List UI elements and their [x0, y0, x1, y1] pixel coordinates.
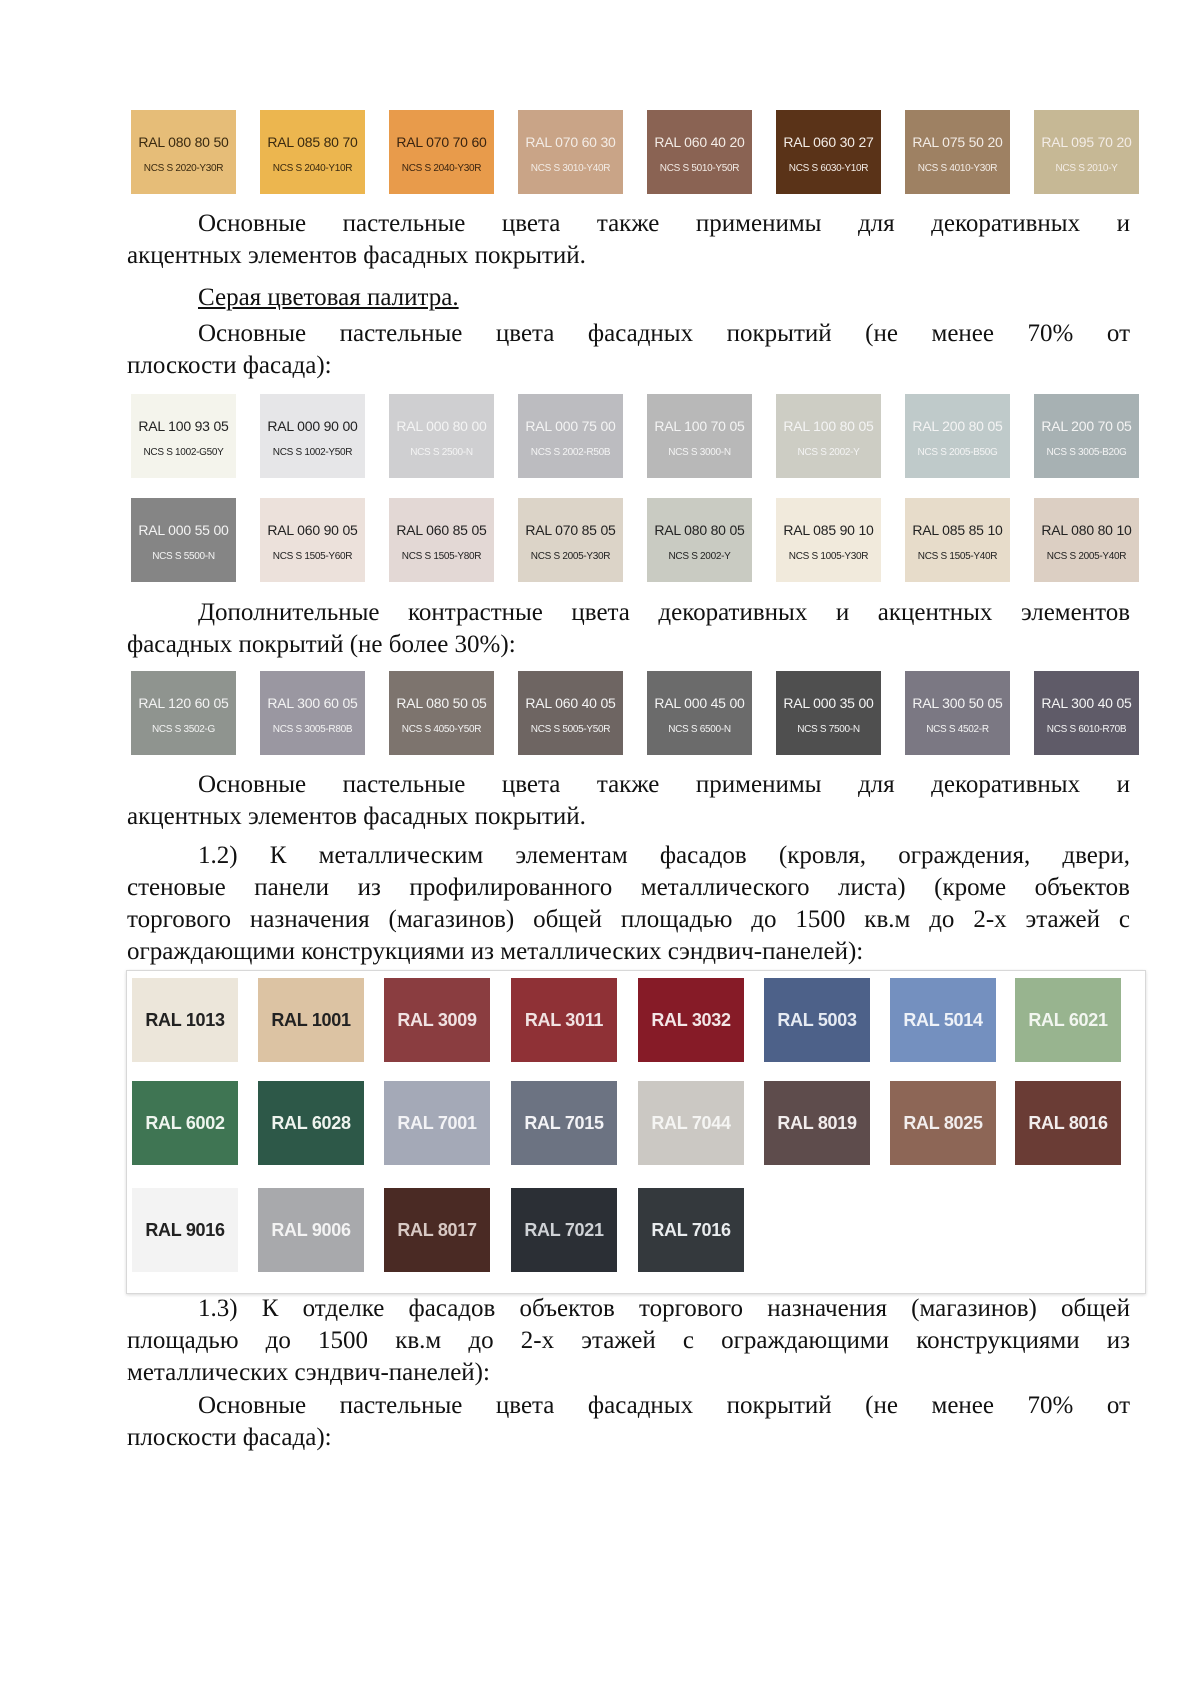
- color-swatch: [389, 671, 494, 755]
- paragraph-pastel-main: [127, 318, 1130, 382]
- text-line: Основные пастельные цвета также применимы для декоративных и: [198, 771, 1130, 798]
- swatch-ral-code: RAL 060 85 05: [396, 522, 487, 538]
- swatch-ral-code: RAL 085 80 70: [267, 134, 358, 150]
- swatch-ncs-code: NCS S 2005-B50G: [917, 447, 998, 458]
- color-swatch: [260, 394, 365, 478]
- swatch-ral-code: RAL 300 50 05: [912, 695, 1003, 711]
- color-swatch: [1034, 394, 1139, 478]
- color-swatch: [389, 394, 494, 478]
- text-line: 1.3) К отделке фасадов объектов торгового назначения (магазинов) общей: [198, 1295, 1130, 1322]
- swatch-ncs-code: NCS S 2002-Y: [668, 551, 731, 562]
- swatch-ral-code: RAL 070 60 30: [525, 134, 616, 150]
- swatch-ncs-code: NCS S 1505-Y80R: [401, 551, 482, 562]
- metal-ral-swatch: RAL 3011: [511, 978, 617, 1062]
- color-swatch: [131, 498, 236, 582]
- swatch-ncs-code: NCS S 2002-Y: [797, 447, 860, 458]
- swatch-ncs-code: NCS S 1505-Y60R: [272, 551, 353, 562]
- swatch-ral-code: RAL 000 55 00: [138, 522, 229, 538]
- text-line: стеновые панели из профилированного металлического листа) (кроме объектов: [127, 874, 1130, 901]
- text-line: Основные пастельные цвета также применимы для декоративных и: [198, 210, 1130, 237]
- color-swatch: [776, 110, 881, 194]
- contrast-palette-row: [131, 671, 1161, 755]
- metal-ral-swatch: RAL 9016: [132, 1188, 238, 1272]
- swatch-ral-code: RAL 080 80 10: [1041, 522, 1132, 538]
- metal-ral-swatch: RAL 1001: [258, 978, 364, 1062]
- color-swatch: [647, 394, 752, 478]
- swatch-ncs-code: NCS S 3005-B20G: [1046, 447, 1127, 458]
- swatch-ral-code: RAL 200 80 05: [912, 418, 1003, 434]
- paragraph-pastel-main-2: [127, 1390, 1130, 1454]
- text-line: 1.2) К металлическим элементам фасадов (кровля, ограждения, двери,: [198, 842, 1130, 869]
- color-swatch: [518, 671, 623, 755]
- metal-ral-swatch: RAL 6002: [132, 1081, 238, 1165]
- swatch-ral-code: RAL 000 45 00: [654, 695, 745, 711]
- text-line: торгового назначения (магазинов) общей площадью до 1500 кв.м до 2-х этажей с: [127, 906, 1130, 933]
- swatch-ncs-code: NCS S 6010-R70B: [1046, 724, 1127, 735]
- color-swatch: [776, 498, 881, 582]
- swatch-ncs-code: NCS S 2005-Y30R: [530, 551, 611, 562]
- text-line: фасадных покрытий (не более 30%):: [127, 631, 516, 658]
- gray-palette-row-2: [131, 498, 1161, 582]
- swatch-ral-code: RAL 060 90 05: [267, 522, 358, 538]
- swatch-ncs-code: NCS S 1005-Y30R: [788, 551, 869, 562]
- swatch-ncs-code: NCS S 2002-R50B: [530, 447, 611, 458]
- color-swatch: [518, 498, 623, 582]
- swatch-ral-code: RAL 060 40 20: [654, 134, 745, 150]
- swatch-ral-code: RAL 000 75 00: [525, 418, 616, 434]
- metal-ral-swatch: RAL 9006: [258, 1188, 364, 1272]
- metal-ral-panel: [126, 970, 1146, 1294]
- swatch-ral-code: RAL 085 90 10: [783, 522, 874, 538]
- color-swatch: [518, 110, 623, 194]
- swatch-ral-code: RAL 060 30 27: [783, 134, 874, 150]
- text-line: Основные пастельные цвета фасадных покрытий (не менее 70% от: [198, 320, 1130, 347]
- color-swatch: [131, 394, 236, 478]
- metal-ral-swatch: RAL 5003: [764, 978, 870, 1062]
- swatch-ral-code: RAL 060 40 05: [525, 695, 616, 711]
- metal-ral-swatch: RAL 7015: [511, 1081, 617, 1165]
- swatch-ncs-code: NCS S 3000-N: [668, 447, 731, 458]
- swatch-ncs-code: NCS S 1505-Y40R: [917, 551, 998, 562]
- swatch-ncs-code: NCS S 2040-Y10R: [272, 163, 353, 174]
- color-swatch: [260, 498, 365, 582]
- metal-ral-swatch: RAL 6028: [258, 1081, 364, 1165]
- text-line: ограждающими конструкциями из металлических сэндвич-панелей):: [127, 938, 864, 965]
- color-swatch: [647, 498, 752, 582]
- swatch-ncs-code: NCS S 2040-Y30R: [401, 163, 482, 174]
- color-swatch: [1034, 498, 1139, 582]
- metal-ral-swatch: RAL 7021: [511, 1188, 617, 1272]
- text-line: акцентных элементов фасадных покрытий.: [127, 803, 586, 830]
- swatch-ncs-code: NCS S 5500-N: [152, 551, 215, 562]
- color-swatch: [1034, 671, 1139, 755]
- metal-ral-swatch: RAL 3032: [638, 978, 744, 1062]
- swatch-ral-code: RAL 200 70 05: [1041, 418, 1132, 434]
- color-swatch: [905, 110, 1010, 194]
- metal-ral-swatch: RAL 5014: [890, 978, 996, 1062]
- swatch-ncs-code: NCS S 3005-R80B: [272, 724, 353, 735]
- swatch-ral-code: RAL 070 70 60: [396, 134, 487, 150]
- swatch-ral-code: RAL 080 50 05: [396, 695, 487, 711]
- swatch-ncs-code: NCS S 5010-Y50R: [659, 163, 740, 174]
- swatch-ral-code: RAL 000 80 00: [396, 418, 487, 434]
- swatch-ncs-code: NCS S 7500-N: [797, 724, 860, 735]
- color-swatch: [647, 110, 752, 194]
- swatch-ral-code: RAL 000 90 00: [267, 418, 358, 434]
- gray-palette-row-1: [131, 394, 1161, 478]
- color-swatch: [389, 498, 494, 582]
- metal-ral-swatch: RAL 6021: [1015, 978, 1121, 1062]
- swatch-ncs-code: NCS S 2005-Y40R: [1046, 551, 1127, 562]
- color-swatch: [905, 671, 1010, 755]
- metal-ral-swatch: RAL 7001: [384, 1081, 490, 1165]
- color-swatch: [518, 394, 623, 478]
- swatch-ncs-code: NCS S 4502-R: [926, 724, 989, 735]
- color-swatch: [389, 110, 494, 194]
- color-swatch: [905, 498, 1010, 582]
- swatch-ral-code: RAL 100 80 05: [783, 418, 874, 434]
- swatch-ncs-code: NCS S 2500-N: [410, 447, 473, 458]
- paragraph-pastel-decorative-2: [127, 769, 1130, 833]
- swatch-ral-code: RAL 000 35 00: [783, 695, 874, 711]
- swatch-ral-code: RAL 300 40 05: [1041, 695, 1132, 711]
- color-swatch: [647, 671, 752, 755]
- text-line: акцентных элементов фасадных покрытий.: [127, 242, 586, 269]
- color-swatch: [260, 671, 365, 755]
- swatch-ral-code: RAL 080 80 50: [138, 134, 229, 150]
- color-swatch: [260, 110, 365, 194]
- swatch-ncs-code: NCS S 3502-G: [151, 724, 216, 735]
- swatch-ncs-code: NCS S 1002-Y50R: [272, 447, 353, 458]
- text-line: площадью до 1500 кв.м до 2-х этажей с ограждающими конструкциями из: [127, 1327, 1130, 1354]
- swatch-ncs-code: NCS S 6500-N: [668, 724, 731, 735]
- metal-ral-swatch: RAL 8019: [764, 1081, 870, 1165]
- color-swatch: [776, 671, 881, 755]
- swatch-ncs-code: NCS S 5005-Y50R: [530, 724, 611, 735]
- text-line: металлических сэндвич-панелей):: [127, 1359, 490, 1386]
- swatch-ncs-code: NCS S 1002-G50Y: [143, 447, 224, 458]
- color-swatch: [776, 394, 881, 478]
- swatch-ral-code: RAL 120 60 05: [138, 695, 229, 711]
- swatch-ral-code: RAL 080 80 05: [654, 522, 745, 538]
- metal-ral-swatch: RAL 3009: [384, 978, 490, 1062]
- color-swatch: [1034, 110, 1139, 194]
- text-line: Дополнительные контрастные цвета декоративных и акцентных элементов: [198, 599, 1130, 626]
- swatch-ncs-code: NCS S 4010-Y30R: [917, 163, 998, 174]
- text-line: плоскости фасада):: [127, 1424, 332, 1451]
- swatch-ral-code: RAL 070 85 05: [525, 522, 616, 538]
- text-line: плоскости фасада):: [127, 352, 332, 379]
- paragraph-pastel-decorative: [127, 208, 1130, 272]
- paragraph-trade-objects: [127, 1293, 1130, 1389]
- color-swatch: [905, 394, 1010, 478]
- gray-palette-heading: Серая цветовая палитра.: [198, 284, 459, 311]
- metal-ral-swatch: RAL 8025: [890, 1081, 996, 1165]
- color-swatch: [131, 671, 236, 755]
- metal-ral-swatch: RAL 7016: [638, 1188, 744, 1272]
- swatch-ncs-code: NCS S 3010-Y40R: [530, 163, 611, 174]
- swatch-ral-code: RAL 300 60 05: [267, 695, 358, 711]
- swatch-ral-code: RAL 100 70 05: [654, 418, 745, 434]
- swatch-ral-code: RAL 085 85 10: [912, 522, 1003, 538]
- swatch-ncs-code: NCS S 4050-Y50R: [401, 724, 482, 735]
- color-swatch: [131, 110, 236, 194]
- metal-ral-swatch: RAL 1013: [132, 978, 238, 1062]
- text-line: Основные пастельные цвета фасадных покрытий (не менее 70% от: [198, 1392, 1130, 1419]
- metal-ral-swatch: RAL 8017: [384, 1188, 490, 1272]
- swatch-ral-code: RAL 095 70 20: [1041, 134, 1132, 150]
- swatch-ral-code: RAL 100 93 05: [138, 418, 229, 434]
- swatch-ncs-code: NCS S 6030-Y10R: [788, 163, 869, 174]
- paragraph-contrast: [127, 597, 1130, 661]
- swatch-ncs-code: NCS S 2020-Y30R: [143, 163, 224, 174]
- paragraph-metal-elements: [127, 840, 1130, 968]
- metal-ral-swatch: RAL 8016: [1015, 1081, 1121, 1165]
- metal-ral-swatch: RAL 7044: [638, 1081, 744, 1165]
- warm-palette-row: [131, 110, 1161, 194]
- swatch-ncs-code: NCS S 2010-Y: [1055, 163, 1118, 174]
- swatch-ral-code: RAL 075 50 20: [912, 134, 1003, 150]
